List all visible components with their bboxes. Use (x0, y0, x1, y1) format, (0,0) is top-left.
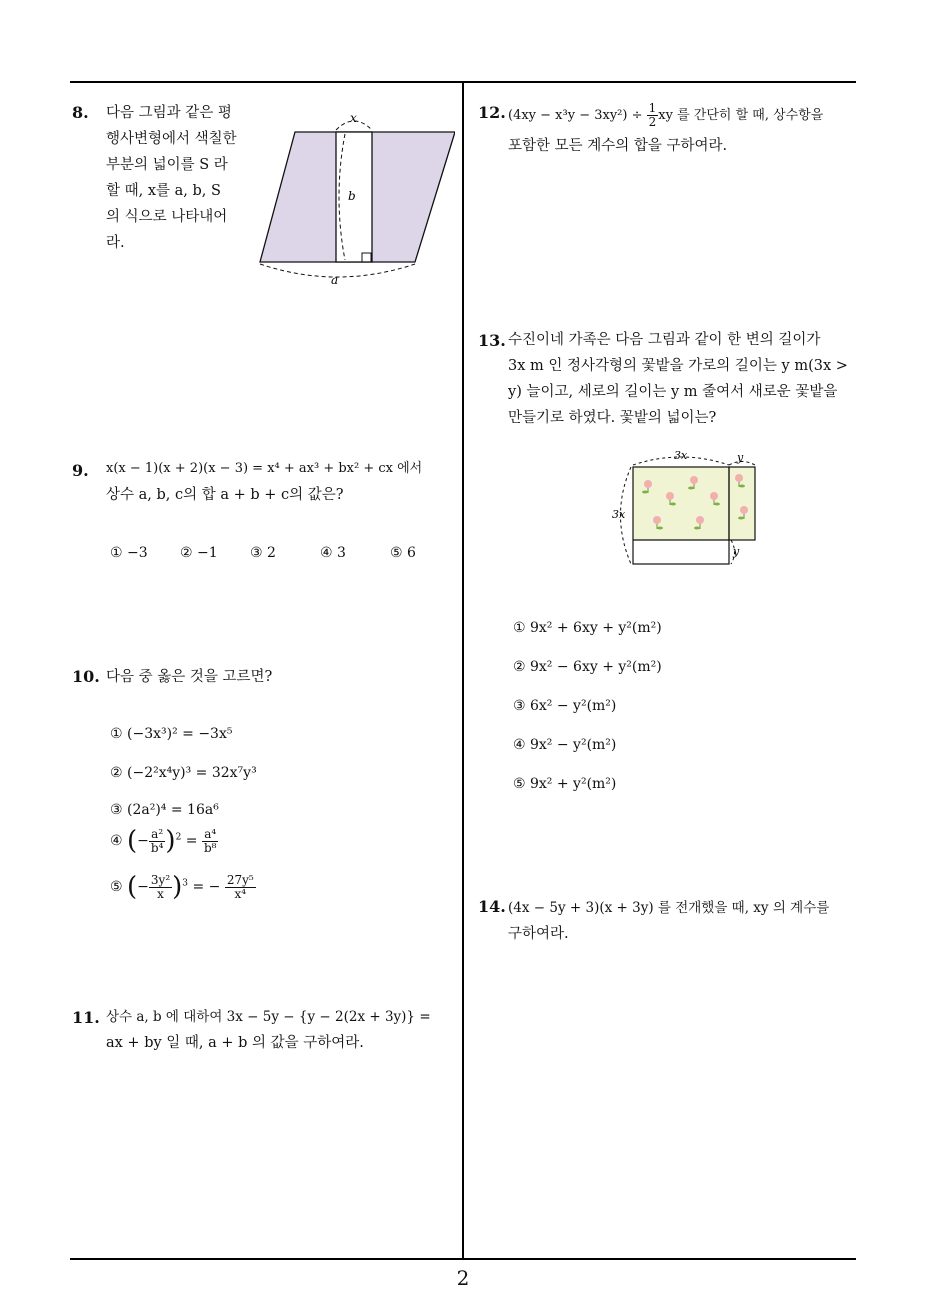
q12-text (508, 102, 860, 159)
q9-line2: 상수 a, b, c의 합 a + b + c의 값은? (106, 487, 344, 503)
q10-option-4-mark: ④ (110, 833, 123, 849)
q13-number: 13. (478, 331, 506, 350)
q10-option[interactable]: ③ (2a²)⁴ = 16a⁶ (110, 802, 219, 818)
q13-option[interactable]: ⑤ 9x² + y²(m²) (513, 776, 617, 792)
q9-option[interactable]: ① −3 (110, 545, 148, 561)
q10-number: 10. (72, 667, 100, 686)
q9-option[interactable]: ⑤ 6 (390, 545, 416, 561)
paren-close: ) (172, 872, 183, 902)
frac-den: x⁴ (234, 886, 247, 901)
q13-text (508, 327, 860, 431)
q8-label-x: x (350, 111, 357, 125)
q10-option[interactable]: ② (−2²x⁴y)³ = 32x⁷y³ (110, 765, 257, 781)
q14-line1: (4x − 5y + 3)(x + 3y) 를 전개했을 때, xy 의 계수를 (508, 900, 830, 916)
paren-close: ) (165, 826, 176, 856)
q13-option[interactable]: ② 9x² − 6xy + y²(m²) (513, 659, 662, 675)
q9-option[interactable]: ④ 3 (320, 545, 346, 561)
q8-line: 할 때, x를 a, b, S (106, 183, 221, 199)
q12-line1 (508, 102, 860, 129)
q13-line: 3x m 인 정사각형의 꽃밭을 가로의 길이는 y m(3x > (508, 358, 848, 374)
q14-text (508, 895, 860, 947)
q13-label-left3x: 3x (612, 508, 626, 521)
q9-option[interactable]: ② −1 (180, 545, 218, 561)
q8-line: 부분의 넓이를 S 라 (106, 157, 228, 173)
q13-option[interactable]: ④ 9x² − y²(m²) (513, 737, 617, 753)
q10-option-5[interactable]: ⑤ (− $\frac{\text{3y²}}{x}$ )$^3$ = − $\frac{\text{27y⁵}}{\text{x⁴}}$ (110, 872, 254, 902)
q12-line2: 포함한 모든 계수의 합을 구하여라. (508, 138, 728, 154)
q11-line2: ax + by 일 때, a + b 의 값을 구하여라. (106, 1035, 364, 1051)
frac-num: 3y² (150, 872, 171, 887)
frac-num: 27y⁵ (226, 872, 254, 887)
page-number: 2 (456, 1266, 470, 1290)
q8-parallelogram-figure (255, 110, 455, 290)
paren-open: ( (127, 872, 138, 902)
frac-num: a² (149, 828, 166, 842)
q14-number: 14. (478, 897, 506, 916)
q13-line: y) 늘이고, 세로의 길이는 y m 줄여서 새로운 꽃밭을 (508, 384, 838, 400)
paren-open: ( (127, 826, 138, 856)
q11-line1: 상수 a, b 에 대하여 3x − 5y − {y − 2(2x + 3y)} = (106, 1009, 431, 1025)
q12-expr: (4xy − x³y − 3xy²) ÷ (508, 108, 643, 123)
q8-line: 의 식으로 나타내어 (106, 209, 228, 225)
q10-option-5-mark: ⑤ (110, 879, 123, 895)
frac-num: a⁴ (202, 828, 219, 842)
q8-number: 8. (72, 103, 89, 122)
frac-den: x (157, 886, 164, 901)
q11-text (106, 1004, 458, 1056)
q8-label-b: b (348, 189, 356, 203)
q13-option[interactable]: ③ 6x² − y²(m²) (513, 698, 617, 714)
q13-garden-figure (608, 448, 768, 573)
q10-opt4-frac (149, 828, 166, 855)
q8-line: 다음 그림과 같은 평 (106, 105, 232, 121)
q12-fraction (647, 102, 659, 129)
frac-num: 1 (648, 101, 657, 115)
q10-opt5-result (225, 874, 256, 901)
q8-line: 라. (106, 235, 125, 251)
q8-line: 행사변형에서 색칠한 (106, 131, 237, 147)
q13-option[interactable]: ① 9x² + 6xy + y²(m²) (513, 620, 662, 636)
q9-option[interactable]: ③ 2 (250, 545, 276, 561)
q10-text: 다음 중 옳은 것을 고르면? (106, 669, 273, 685)
q12-line1-rest: xy 를 간단히 할 때, 상수항을 (658, 108, 824, 123)
q11-number: 11. (72, 1008, 100, 1027)
q13-line: 수진이네 가족은 다음 그림과 같이 한 변의 길이가 (508, 332, 821, 348)
bottom-rule (70, 1258, 856, 1260)
q13-label-topy: y (737, 451, 744, 464)
column-divider (462, 82, 464, 1260)
q14-line2: 구하여라. (508, 926, 569, 942)
q10-option-4[interactable]: ④ (− $\frac{\text{a²}}{\text{b⁴}}$ )$^2$ = $\frac{\text{a⁴}}{\text{b⁸}}$ (110, 826, 217, 856)
q13-label-top3x: 3x (674, 449, 688, 462)
q8-label-a: a (331, 273, 339, 287)
q8-text (106, 100, 246, 256)
q10-option[interactable]: ① (−3x³)² = −3x⁵ (110, 726, 233, 742)
frac-den: b⁸ (203, 840, 217, 855)
q10-opt4-result (202, 828, 219, 855)
q9-line1: x(x − 1)(x + 2)(x − 3) = x⁴ + ax³ + bx² + cx 에서 (106, 461, 423, 476)
q9-text (106, 456, 458, 508)
q12-number: 12. (478, 103, 506, 122)
q13-line: 만들기로 하였다. 꽃밭의 넓이는? (508, 410, 717, 426)
frac-den: 2 (648, 115, 657, 129)
q10-opt5-frac (149, 874, 172, 901)
q9-number: 9. (72, 461, 89, 480)
frac-den: b⁴ (150, 840, 164, 855)
q13-label-righty: y (733, 545, 740, 558)
